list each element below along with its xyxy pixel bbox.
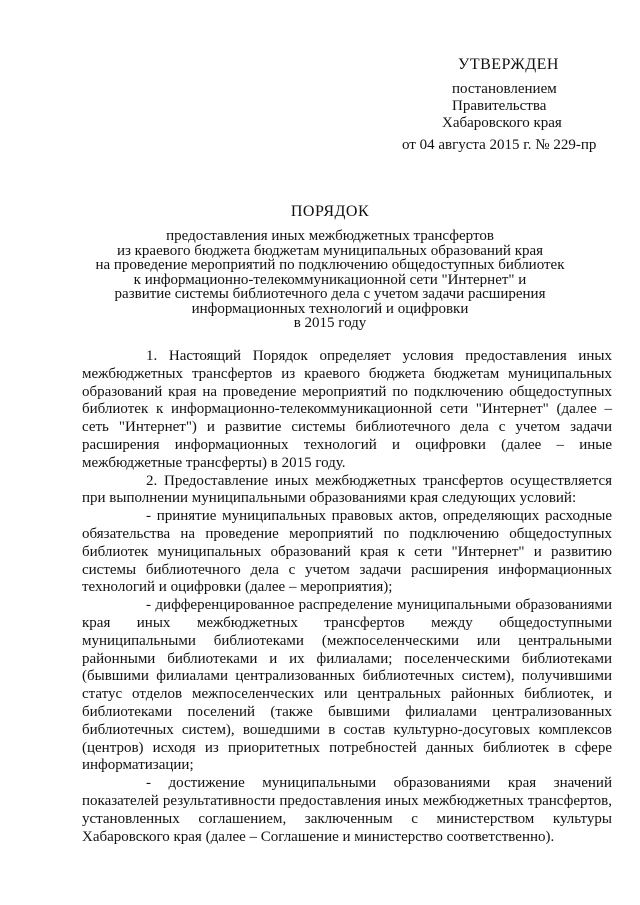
approval-line-government: Правительства [452, 98, 547, 114]
approval-block [392, 56, 632, 154]
condition-item-2: - дифференцированное распределение муниципальными образованиями края иных межбюджетных трансфертов между общедоступными муниципальными библиотеками (межпоселенческими или центральными районными библиотеками и их филиалами; поселенческими библиотеками (бывшими филиалами централизованных библиотечных систем), получившими статус отделов межпоселенческих или центральных районных библиотек, и библиотеками поселений (также бывшими филиалами централизованных библиотечных систем), вошедшими в состав культурно-досуговых комплексов (центров) исходя из приоритетных потребностей данных библиотек в сфере информатизации; [82, 597, 612, 774]
paragraph-2: 2. Предоставление иных межбюджетных трансфертов осуществляется при выполнении муниципальными образованиями края следующих условий: [82, 472, 612, 507]
approval-line-date-number: от 04 августа 2015 г. № 229-пр [402, 137, 597, 153]
condition-item-3: - достижение муниципальными образованиями края значений показателей результативности предоставления иных межбюджетных трансфертов, установленных соглашением, заключенным с министерством культуры Хабаровского края (далее – Соглашение и министерство соответственно). [82, 775, 612, 845]
document-subtitle [80, 229, 580, 331]
approval-heading: УТВЕРЖДЕН [458, 56, 559, 73]
condition-item-1: - принятие муниципальных правовых актов, определяющих расходные обязательства на проведение мероприятий по подключению общедоступных библиотек муниципальных образований края к сети "Интернет" и развитию системы библиотечного дела с учетом задачи расширения информационных технологий и оцифровки (далее – мероприятия); [82, 508, 612, 596]
document-body [82, 348, 612, 846]
approval-line-resolution: постановлением [452, 81, 557, 97]
approval-line-region: Хабаровского края [442, 115, 562, 131]
document-title-block [80, 203, 580, 331]
subtitle-line: из краевого бюджета бюджетам муниципальных образований края [116, 242, 544, 259]
subtitle-line: информационных технологий и оцифровки [191, 300, 469, 317]
subtitle-line: развитие системы библиотечного дела с учетом задачи расширения [114, 286, 546, 302]
paragraph-1: 1. Настоящий Порядок определяет условия предоставления иных межбюджетных трансфертов из краевого бюджета бюджетам муниципальных образований края на проведение мероприятий по подключению общедоступных библиотек к информационно-телекоммуникационной сети "Интернет" (далее – сеть "Интернет") и развитие системы библиотечного дела с учетом задачи расширения информационных технологий и оцифровки (далее – иные межбюджетные трансферты) в 2015 году. [82, 348, 612, 471]
document-title: ПОРЯДОК [290, 203, 370, 220]
subtitle-line: к информационно-телекоммуникационной сети "Интернет" и [133, 271, 527, 288]
subtitle-line: предоставления иных межбюджетных трансфертов [166, 228, 494, 244]
subtitle-line: в 2015 году [293, 315, 367, 331]
subtitle-line: на проведение мероприятий по подключению общедоступных библиотек [95, 257, 565, 273]
